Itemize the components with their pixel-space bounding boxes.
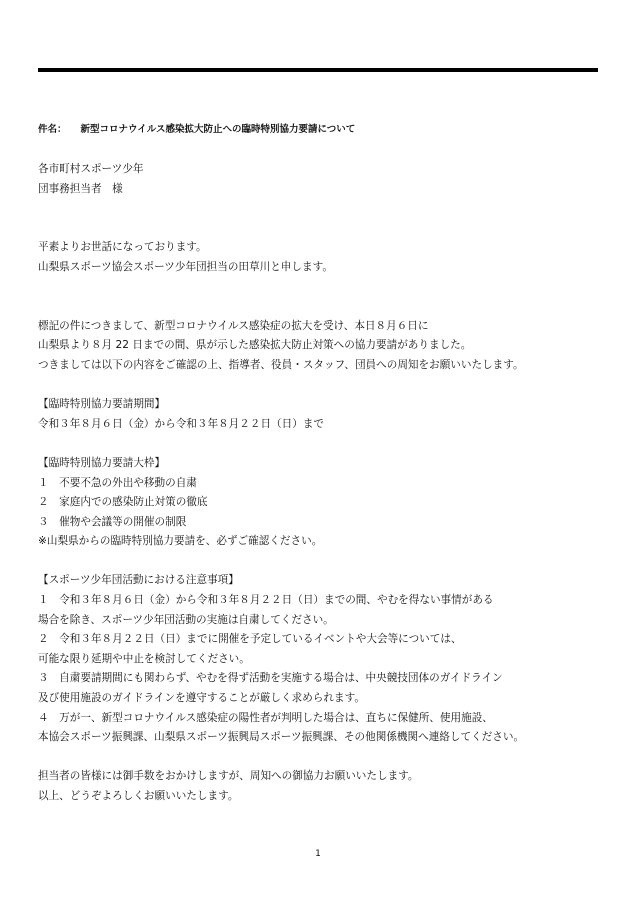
intro-line: 山梨県より８月 22 日までの間、県が示した感染拡大防止対策への協力要請がありました。 [38,339,472,352]
notes-heading: 【スポーツ少年団活動における注意事項】 [38,574,239,587]
period-heading: 【臨時特別協力要請期間】 [38,398,166,411]
outline-note: ※山梨県からの臨時特別協力要請を、必ずご確認ください。 [38,535,323,548]
page-number: 1 [315,849,321,859]
notes-line: ２ 令和３年８月２２日（日）までに開催を予定しているイベントや大会等については、 [38,633,462,646]
intro-line: つきましては以下の内容をご確認の上、指導者、役員・スタッフ、団員への周知をお願いいたします。 [38,358,524,371]
notes-line: 及び使用施設のガイドラインを遵守することが厳しく求められます。 [38,692,365,705]
period-text: 令和３年８月６日（金）から令和３年８月２２日（日）まで [38,417,325,430]
closing-line: 以上、どうぞよろしくお願いいたします。 [38,790,239,802]
notes-line: 場合を除き、スポーツ少年団活動の実施は自粛してください。 [38,613,334,626]
letter-body [38,160,608,807]
notes-line: ３ 自粛要請期間にも関わらず、やむを得ず活動を実施する場合は、中央競技団体のガイドライン [38,672,503,685]
header-rule [38,68,598,72]
intro-line: 標記の件につきまして、新型コロナウイルス感染症の拡大を受け、本日８月６日に [38,319,429,332]
closing-line: 担当者の皆様には御手数をおかけしますが、周知への御協力お願いいたします。 [38,770,419,783]
outline-item: ３ 催物や会議等の開催の制限 [38,515,187,528]
greeting-line: 平素よりお世話になっております。 [38,241,207,254]
addressee-line: 団事務担当者 様 [38,182,123,195]
subject-text: 新型コロナウイルス感染拡大防止への臨時特別協力要請について [80,124,356,135]
notes-line: ４ 万が一、新型コロナウイルス感染症の陽性者が判明した場合は、直ちに保健所、使用施設、 [38,711,493,724]
notes-line: 本協会スポーツ振興課、山梨県スポーツ振興局スポーツ振興課、その他関係機関へ連絡してください。 [38,731,525,744]
outline-item: ２ 家庭内での感染防止対策の徹底 [38,496,208,509]
outline-item: １ 不要不急の外出や移動の自粛 [38,476,197,489]
subject-label: 件名： [38,124,67,135]
notes-line: 可能な限り延期や中止を検討してください。 [38,652,250,665]
outline-heading: 【臨時特別協力要請大枠】 [38,456,166,469]
greeting-line: 山梨県スポーツ協会スポーツ少年団担当の田草川と申します。 [38,260,333,273]
subject-line [38,121,355,135]
addressee-line: 各市町村スポーツ少年 [38,163,144,175]
notes-line: １ 令和３年８月６日（金）から令和３年８月２２日（日）までの間、やむを得ない事情がある [38,594,494,607]
